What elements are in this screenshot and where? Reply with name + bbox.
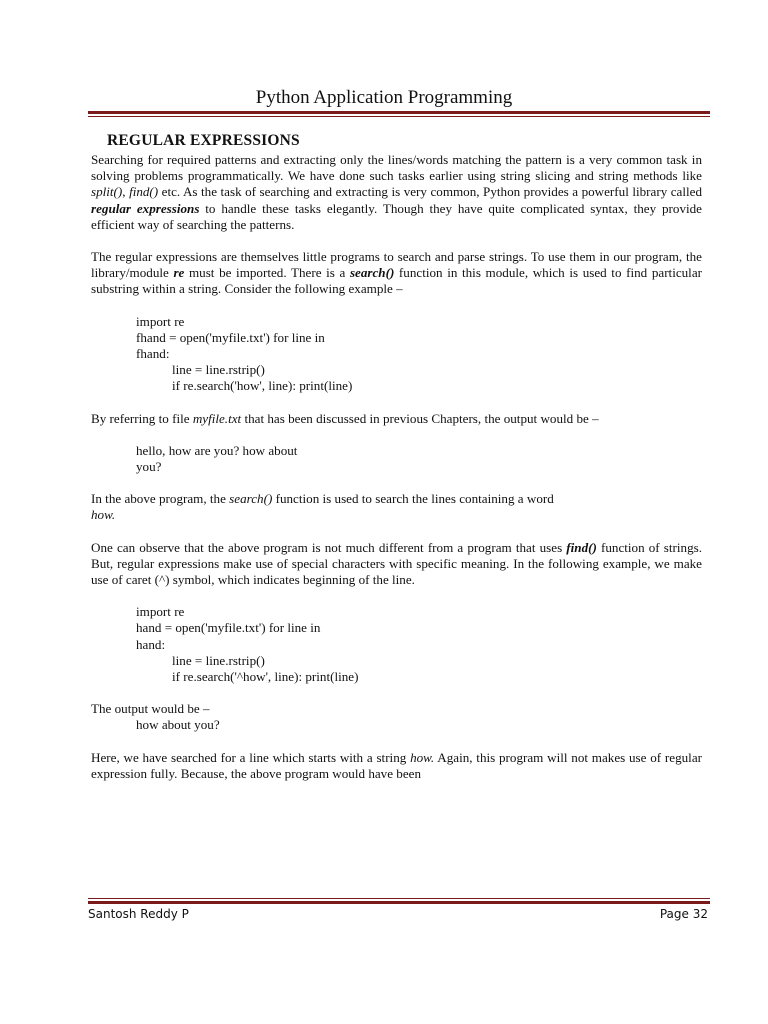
output-block-1 — [91, 443, 702, 475]
text: function in this module, which is used to find particular substring within a string. Consider the following example – — [91, 265, 702, 297]
section-heading: REGULAR EXPRESSIONS — [107, 132, 300, 149]
footer-author: Santosh Reddy P — [88, 907, 189, 921]
italic-text: search() — [229, 491, 273, 507]
paragraph-caret — [91, 540, 702, 589]
text: function of strings. But, regular expressions make use of special characters with specific meaning. In the following example, we make use of caret (^) symbol, which indicates beginning of the line. — [91, 539, 702, 588]
code-line: hand: — [136, 636, 166, 652]
italic-text: how. — [410, 749, 435, 765]
text: The regular expressions are themselves little programs to search and parse strings. To use them in our program, the library/module — [91, 249, 702, 281]
text: Again, this program will not makes use of regular expression fully. Because, the above program would have been — [91, 749, 702, 781]
paragraph-intro — [91, 152, 702, 233]
code-line: if re.search('^how', line): print(line) — [172, 669, 359, 685]
paragraph-output-2 — [91, 701, 702, 733]
output-line: how about you? — [136, 717, 220, 733]
text: The output would be – — [91, 701, 210, 717]
text: In the above program, the — [91, 491, 230, 507]
bold-italic-text: regular expressions — [91, 200, 200, 216]
header-rule-thick — [88, 111, 710, 114]
header-rule-thin — [88, 116, 710, 117]
paragraph-output-ref — [91, 411, 702, 427]
code-line: import re — [136, 604, 185, 620]
code-line: hand = open('myfile.txt') for line in — [136, 620, 321, 636]
text: to handle these tasks elegantly. Though they have quite complicated syntax, they provide efficient way of searching the patterns. — [91, 200, 702, 232]
bold-italic-text: re — [173, 265, 185, 281]
code-block-2 — [91, 604, 702, 685]
output-line: you? — [136, 459, 162, 475]
text: By referring to file — [91, 410, 193, 426]
italic-text: split() — [91, 184, 123, 200]
code-line: if re.search('how', line): print(line) — [172, 378, 353, 394]
paragraph-closing — [91, 750, 702, 782]
italic-text: find() — [129, 184, 159, 200]
text: Here, we have searched for a line which starts with a string — [91, 749, 411, 765]
italic-text: how. — [91, 507, 116, 523]
page-header-title: Python Application Programming — [255, 87, 513, 108]
text: One can observe that the above program is not much different from a program that uses — [91, 539, 567, 555]
code-line: line = line.rstrip() — [172, 652, 265, 668]
footer-rule-thick — [88, 901, 710, 904]
code-line: fhand: — [136, 346, 170, 362]
paragraph-regex-intro — [91, 249, 702, 298]
text: that has been discussed in previous Chapters, the output would be – — [241, 410, 599, 426]
output-line: hello, how are you? how about — [136, 442, 298, 458]
code-block-1 — [91, 314, 702, 395]
page-number: Page 32 — [659, 907, 708, 921]
page-body — [91, 132, 702, 782]
text: function is used to search the lines containing a word — [272, 491, 554, 507]
italic-text: myfile.txt — [192, 410, 242, 426]
footer-rule-thin — [88, 898, 710, 899]
code-line: line = line.rstrip() — [172, 362, 265, 378]
code-line: import re — [136, 313, 185, 329]
code-line: fhand = open('myfile.txt') for line in — [136, 329, 325, 345]
text: Searching for required patterns and extracting only the lines/words matching the pattern is a very common task in solving problems programmatically. We have done such tasks earlier using string slicing and string methods like — [91, 152, 702, 184]
bold-italic-text: search() — [349, 265, 395, 281]
paragraph-search-explained — [91, 491, 702, 523]
bold-italic-text: find() — [566, 539, 597, 555]
text: , — [122, 184, 130, 200]
text: must be imported. There is a — [184, 265, 350, 281]
text: etc. As the task of searching and extracting is very common, Python provides a powerful library called — [158, 184, 703, 200]
